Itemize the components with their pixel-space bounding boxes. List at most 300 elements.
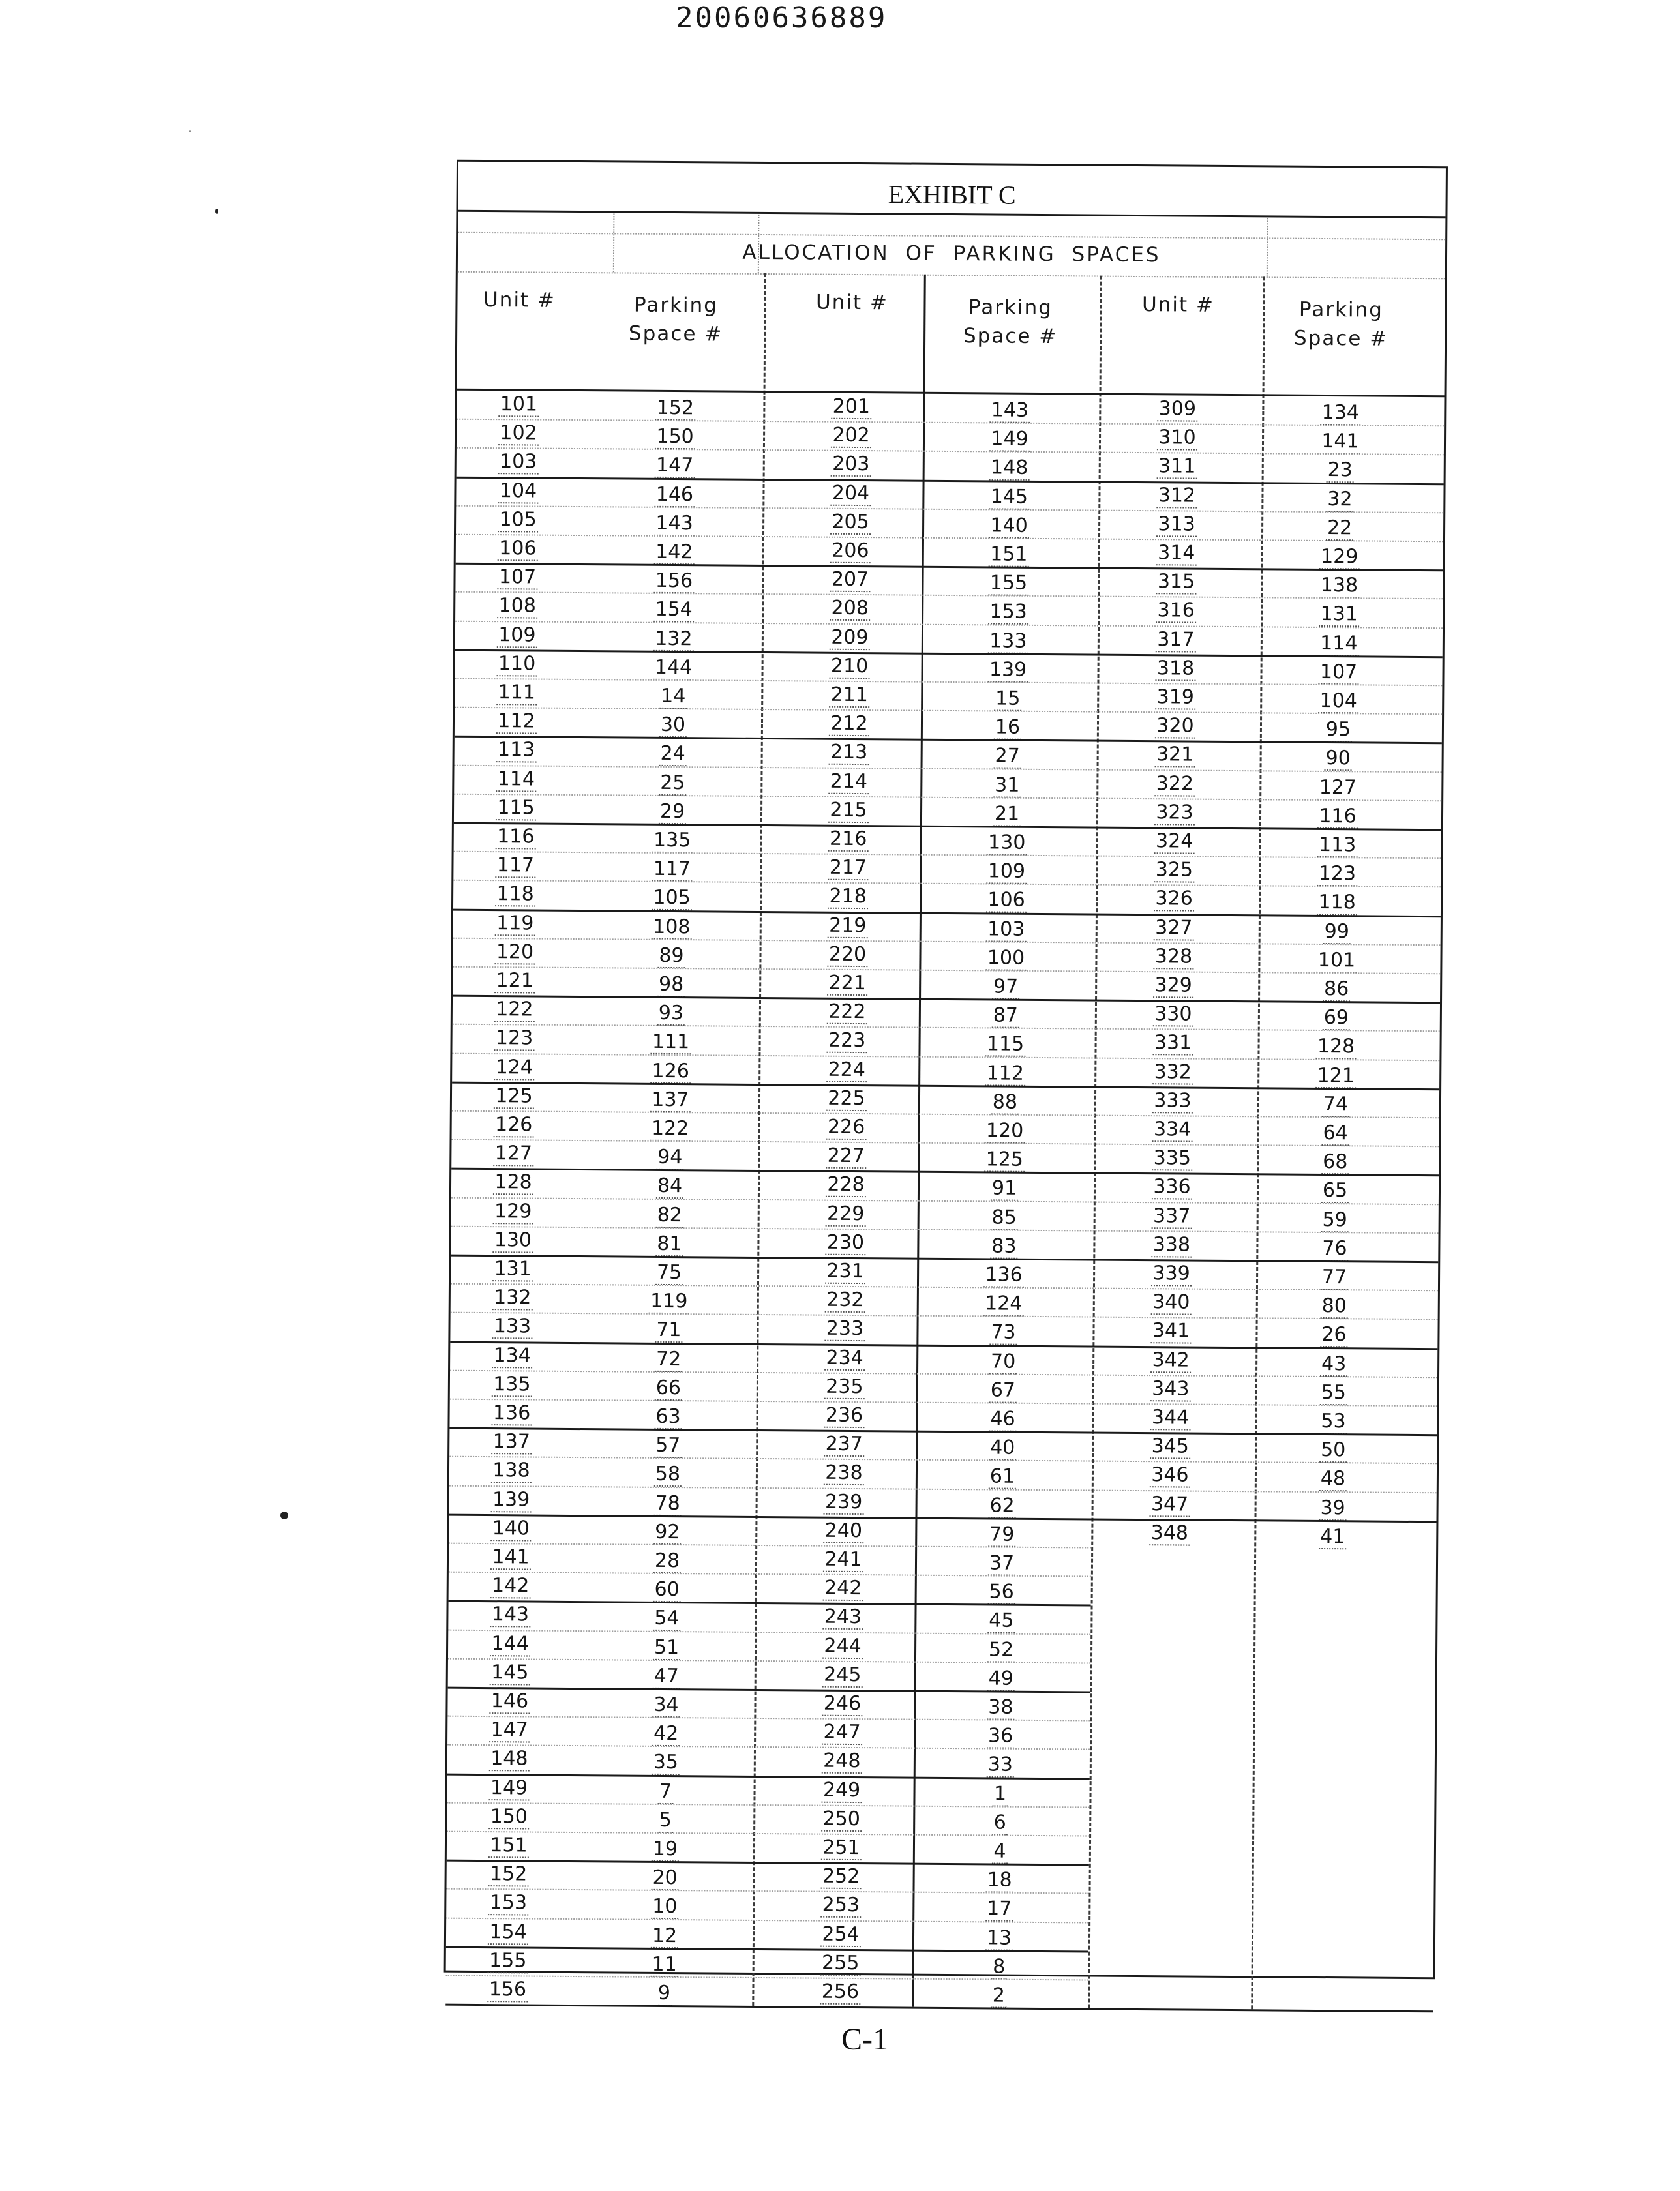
parking-space-cell <box>937 540 1081 570</box>
unit-cell <box>444 793 588 823</box>
page-number: C-1 <box>841 2022 888 2057</box>
cell-value: 237 <box>824 1433 865 1457</box>
cell-value: 226 <box>826 1116 867 1140</box>
cell-value: 125 <box>985 1148 1025 1172</box>
parking-space-cell <box>933 1116 1076 1146</box>
parking-space-cell <box>1268 427 1412 457</box>
unit-cell <box>768 1977 912 2007</box>
column-header <box>938 293 1083 351</box>
cell-value: 231 <box>825 1260 865 1284</box>
cell-value: 245 <box>822 1663 863 1687</box>
parking-space-cell <box>603 393 747 423</box>
cell-value: 150 <box>489 1805 530 1829</box>
column-header-line1: Unit # <box>483 288 556 312</box>
unit-cell <box>445 649 588 679</box>
cell-value: 147 <box>489 1718 530 1742</box>
cell-value: 61 <box>989 1465 1016 1489</box>
cell-value: 94 <box>656 1146 683 1170</box>
parking-space-cell <box>929 1606 1073 1636</box>
cell-value: 6 <box>993 1811 1008 1835</box>
cell-value: 243 <box>823 1605 863 1630</box>
cell-value: 77 <box>1321 1266 1348 1290</box>
unit-cell <box>1099 1374 1242 1404</box>
cell-value: 7 <box>658 1780 673 1804</box>
cell-value: 223 <box>827 1029 867 1053</box>
cell-value: 140 <box>491 1517 532 1541</box>
cell-value: 248 <box>822 1750 862 1774</box>
cell-value: 127 <box>494 1142 534 1166</box>
parking-space-cell <box>600 854 743 884</box>
cell-value: 141 <box>490 1545 531 1570</box>
parking-space-cell <box>595 1662 738 1692</box>
unit-cell <box>440 1369 584 1399</box>
parking-space-cell <box>934 972 1077 1002</box>
parking-space-cell <box>593 1806 737 1836</box>
parking-space-cell <box>601 653 745 683</box>
unit-cell <box>770 1776 913 1806</box>
parking-space-cell <box>935 799 1079 829</box>
cell-value: 24 <box>659 742 686 766</box>
unit-cell <box>1104 567 1248 597</box>
cell-value: 316 <box>1156 599 1196 623</box>
unit-cell <box>437 1831 580 1861</box>
parking-space-cell <box>933 1174 1076 1204</box>
cell-value: 21 <box>993 802 1021 826</box>
cell-value: 76 <box>1321 1237 1348 1261</box>
unit-cell <box>445 620 589 650</box>
unit-cell <box>772 1516 915 1546</box>
unit-cell <box>771 1632 914 1662</box>
cell-value: 99 <box>1323 920 1351 944</box>
cell-value: 79 <box>988 1523 1015 1547</box>
unit-cell <box>438 1600 582 1630</box>
parking-space-cell <box>595 1575 739 1605</box>
unit-cell <box>1100 1288 1243 1318</box>
cell-value: 253 <box>821 1894 862 1918</box>
cell-value: 323 <box>1154 801 1195 825</box>
cell-value: 33 <box>987 1753 1014 1778</box>
parking-space-cell <box>937 511 1081 541</box>
parking-space-cell <box>596 1431 740 1461</box>
cell-value: 148 <box>489 1747 530 1771</box>
cell-value: 347 <box>1150 1493 1190 1517</box>
unit-cell <box>779 450 923 480</box>
cell-value: 217 <box>828 856 869 880</box>
cell-value: 137 <box>492 1430 532 1454</box>
cell-value: 120 <box>985 1119 1025 1143</box>
unit-cell <box>436 1888 580 1918</box>
parking-space-cell <box>1263 1262 1406 1292</box>
parking-space-cell <box>1265 888 1409 918</box>
cell-value: 35 <box>652 1751 680 1775</box>
unit-cell <box>445 736 588 766</box>
cell-value: 43 <box>1320 1352 1347 1377</box>
scan-speck <box>189 130 191 132</box>
exhibit-title: EXHIBIT C <box>888 179 1016 210</box>
unit-cell <box>439 1513 582 1543</box>
parking-space-cell <box>1261 1436 1405 1466</box>
cell-value: 131 <box>492 1257 533 1281</box>
cell-value: 112 <box>496 709 537 734</box>
parking-space-cell <box>1263 1148 1407 1178</box>
cell-value: 13 <box>985 1926 1013 1950</box>
unit-cell <box>779 421 923 451</box>
parking-space-cell <box>595 1517 739 1547</box>
parking-space-cell <box>1262 1320 1405 1350</box>
unit-cell <box>1105 395 1249 425</box>
parking-space-cell <box>593 1834 737 1864</box>
cell-value: 325 <box>1154 858 1195 882</box>
cell-value: 34 <box>652 1693 680 1718</box>
unit-cell <box>769 1862 912 1892</box>
cell-value: 50 <box>1319 1438 1347 1463</box>
cell-value: 2 <box>991 1984 1006 2008</box>
scan-speck <box>215 209 218 214</box>
cell-value: 134 <box>1321 401 1361 425</box>
cell-value: 66 <box>655 1377 682 1401</box>
unit-cell <box>438 1687 581 1717</box>
cell-value: 81 <box>655 1232 683 1257</box>
parking-space-cell <box>935 770 1079 800</box>
cell-value: 233 <box>825 1317 865 1341</box>
parking-space-cell <box>593 1892 736 1922</box>
unit-cell <box>778 623 922 653</box>
cell-value: 120 <box>495 940 535 964</box>
unit-cell <box>443 880 587 910</box>
cell-value: 56 <box>987 1581 1015 1605</box>
column-header <box>780 288 923 318</box>
cell-value: 138 <box>491 1459 532 1483</box>
parking-space-cell <box>1266 801 1409 831</box>
cell-value: 313 <box>1156 513 1197 537</box>
cell-value: 48 <box>1319 1467 1347 1491</box>
parking-space-cell <box>930 1520 1073 1550</box>
cell-value: 148 <box>989 456 1030 481</box>
cell-value: 106 <box>986 889 1027 913</box>
cell-value: 121 <box>1315 1064 1356 1088</box>
unit-cell <box>773 1372 916 1402</box>
cell-value: 225 <box>826 1086 867 1110</box>
cell-value: 249 <box>822 1778 862 1802</box>
parking-space-cell <box>1261 1522 1404 1552</box>
parking-space-cell <box>595 1633 738 1663</box>
cell-value: 149 <box>489 1776 530 1800</box>
cell-value: 103 <box>498 451 539 475</box>
cell-value: 244 <box>822 1634 863 1658</box>
cell-value: 201 <box>832 395 872 419</box>
parking-space-cell <box>933 1202 1076 1232</box>
cell-value: 211 <box>830 683 870 708</box>
cell-value: 311 <box>1157 455 1197 479</box>
parking-space-cell <box>1263 1292 1406 1322</box>
parking-space-cell <box>928 1808 1072 1838</box>
cell-value: 49 <box>987 1667 1015 1691</box>
unit-cell <box>447 419 590 449</box>
parking-space-cell <box>598 1142 742 1172</box>
unit-cell <box>436 1946 580 1976</box>
cell-value: 118 <box>495 883 535 907</box>
cell-value: 45 <box>987 1609 1015 1633</box>
parking-space-cell <box>596 1402 740 1432</box>
cell-value: 70 <box>989 1350 1017 1374</box>
parking-space-cell <box>1262 1349 1405 1379</box>
document-number: 20060636889 <box>676 1 888 35</box>
unit-cell <box>1100 1201 1244 1231</box>
cell-value: 246 <box>822 1692 863 1716</box>
cell-value: 38 <box>987 1695 1014 1720</box>
cell-value: 107 <box>498 565 538 589</box>
cell-value: 27 <box>993 745 1021 769</box>
parking-space-cell <box>927 1894 1071 1924</box>
parking-space-cell <box>930 1491 1073 1521</box>
cell-value: 322 <box>1155 772 1195 796</box>
unit-cell <box>441 1225 584 1255</box>
cell-value: 203 <box>831 453 871 477</box>
parking-space-cell <box>603 537 746 567</box>
parking-space-cell <box>601 681 745 711</box>
cell-value: 20 <box>651 1866 678 1890</box>
parking-space-cell <box>597 1373 740 1403</box>
cell-value: 136 <box>983 1263 1024 1287</box>
parking-space-cell <box>1263 1234 1406 1264</box>
cell-value: 131 <box>1319 603 1359 627</box>
cell-value: 133 <box>988 629 1028 653</box>
cell-value: 122 <box>650 1117 691 1141</box>
unit-cell <box>437 1860 580 1890</box>
parking-space-cell <box>935 857 1078 887</box>
cell-value: 67 <box>989 1379 1017 1403</box>
cell-value: 143 <box>490 1603 531 1628</box>
unit-cell <box>1103 711 1247 741</box>
cell-value: 150 <box>655 425 695 449</box>
cell-value: 15 <box>994 687 1021 711</box>
cell-value: 250 <box>821 1807 862 1831</box>
cell-value: 126 <box>494 1113 534 1137</box>
column-header <box>604 290 748 349</box>
unit-cell <box>775 940 919 970</box>
unit-cell <box>446 534 590 564</box>
cell-value: 155 <box>488 1949 528 1973</box>
cell-value: 142 <box>490 1574 531 1598</box>
cell-value: 12 <box>651 1924 678 1948</box>
parking-space-cell <box>1265 859 1409 889</box>
parking-space-cell <box>1261 1407 1405 1437</box>
unit-cell <box>772 1459 916 1489</box>
parking-space-cell <box>601 797 744 827</box>
column-header <box>1106 290 1250 320</box>
unit-cell <box>444 764 588 794</box>
cell-value: 104 <box>498 479 539 503</box>
unit-cell <box>440 1341 584 1371</box>
unit-cell <box>769 1920 912 1950</box>
parking-space-cell <box>592 1978 736 2008</box>
unit-cell <box>440 1485 583 1515</box>
cell-value: 235 <box>824 1375 865 1399</box>
parking-space-cell <box>1264 1061 1407 1091</box>
cell-value: 153 <box>988 601 1028 625</box>
cell-value: 74 <box>1322 1093 1349 1117</box>
cell-value: 328 <box>1154 945 1194 969</box>
cell-value: 155 <box>989 572 1029 596</box>
parking-space-cell <box>1263 1176 1407 1206</box>
cell-value: 91 <box>991 1177 1018 1201</box>
unit-cell <box>439 1572 582 1602</box>
parking-space-cell <box>937 569 1080 599</box>
cell-value: 332 <box>1153 1060 1193 1084</box>
cell-value: 68 <box>1321 1150 1349 1174</box>
cell-value: 137 <box>650 1088 691 1112</box>
unit-cell <box>445 591 589 621</box>
unit-cell <box>771 1660 914 1690</box>
cell-value: 115 <box>985 1033 1026 1057</box>
cell-value: 39 <box>1319 1497 1346 1521</box>
cell-value: 327 <box>1154 916 1194 940</box>
cell-value: 151 <box>989 543 1029 567</box>
parking-space-cell <box>603 480 746 510</box>
parking-space-cell <box>935 914 1078 944</box>
cell-value: 309 <box>1158 397 1198 421</box>
parking-space-cell <box>927 1923 1071 1953</box>
cell-value: 127 <box>1318 776 1358 800</box>
unit-cell <box>443 995 586 1025</box>
allocation-heading: ALLOCATION OF PARKING SPACES <box>742 240 1161 267</box>
cell-value: 60 <box>653 1578 680 1602</box>
cell-value: 128 <box>1316 1035 1357 1059</box>
cell-value: 73 <box>989 1321 1017 1345</box>
unit-cell <box>775 997 919 1027</box>
cell-value: 206 <box>830 539 871 563</box>
cell-value: 116 <box>496 825 536 849</box>
unit-cell <box>1104 596 1248 626</box>
unit-cell <box>772 1401 916 1431</box>
cell-value: 69 <box>1323 1006 1350 1030</box>
unit-cell <box>777 796 920 826</box>
cell-value: 65 <box>1321 1179 1349 1203</box>
unit-cell <box>777 738 921 768</box>
parking-space-cell <box>1267 715 1410 745</box>
cell-value: 28 <box>653 1549 681 1573</box>
unit-cell <box>447 390 590 420</box>
cell-value: 57 <box>654 1434 682 1458</box>
unit-cell <box>440 1456 583 1486</box>
unit-cell <box>1100 1259 1243 1289</box>
cell-value: 229 <box>826 1202 866 1226</box>
cell-value: 116 <box>1317 805 1358 829</box>
cell-value: 212 <box>829 712 869 736</box>
parking-space-cell <box>593 1863 736 1893</box>
parking-space-cell <box>933 1058 1077 1088</box>
parking-space-cell <box>594 1748 738 1778</box>
cell-value: 92 <box>653 1521 681 1545</box>
column-header-line1: Unit # <box>815 290 889 315</box>
unit-cell <box>441 1283 584 1313</box>
cell-value: 64 <box>1321 1122 1349 1146</box>
parking-space-cell <box>1265 917 1409 947</box>
cell-value: 17 <box>985 1898 1013 1922</box>
unit-cell <box>773 1343 916 1373</box>
parking-space-cell <box>597 1287 741 1317</box>
unit-cell <box>1102 856 1246 886</box>
cell-value: 109 <box>987 860 1027 884</box>
unit-cell <box>776 882 920 912</box>
cell-value: 11 <box>650 1953 678 1977</box>
cell-value: 346 <box>1150 1464 1190 1488</box>
cell-value: 111 <box>497 681 537 705</box>
cell-value: 32 <box>1326 488 1353 512</box>
parking-space-cell <box>594 1690 738 1720</box>
parking-space-cell <box>595 1604 738 1634</box>
unit-cell <box>775 1026 918 1056</box>
parking-space-cell <box>938 425 1081 455</box>
parking-space-cell <box>932 1232 1075 1262</box>
parking-space-cell <box>937 597 1080 627</box>
unit-cell <box>777 709 921 739</box>
unit-cell <box>777 680 921 710</box>
cell-value: 341 <box>1151 1320 1192 1344</box>
unit-cell <box>438 1744 581 1774</box>
parking-space-cell <box>603 509 746 539</box>
cell-value: 219 <box>828 914 868 938</box>
cell-value: 310 <box>1157 426 1197 450</box>
unit-cell <box>1101 1115 1244 1145</box>
column-header-line2: Space # <box>1293 326 1388 351</box>
parking-space-cell <box>928 1779 1072 1809</box>
unit-cell <box>1102 1000 1245 1030</box>
cell-value: 138 <box>1319 574 1360 598</box>
unit-cell <box>1100 1144 1244 1174</box>
cell-value: 227 <box>826 1144 867 1169</box>
cell-value: 144 <box>490 1632 530 1656</box>
cell-value: 236 <box>824 1404 865 1428</box>
cell-value: 145 <box>989 485 1030 509</box>
unit-cell <box>1102 884 1246 914</box>
parking-space-cell <box>933 1088 1077 1118</box>
cell-value: 230 <box>826 1230 866 1255</box>
cell-value: 145 <box>490 1661 530 1685</box>
cell-value: 51 <box>653 1635 680 1660</box>
parking-space-cell <box>930 1549 1073 1579</box>
parking-space-cell <box>597 1229 741 1259</box>
cell-value: 80 <box>1321 1294 1348 1319</box>
unit-cell <box>770 1718 914 1748</box>
unit-cell <box>443 966 586 996</box>
column-header-line1: Unit # <box>1141 293 1215 317</box>
parking-space-cell <box>597 1316 740 1346</box>
cell-value: 41 <box>1319 1525 1346 1549</box>
cell-value: 36 <box>987 1725 1014 1749</box>
cell-value: 139 <box>988 658 1028 682</box>
cell-value: 141 <box>1320 430 1360 454</box>
cell-value: 154 <box>653 598 694 622</box>
parking-space-cell <box>1261 1493 1404 1523</box>
unit-cell <box>1105 539 1248 569</box>
unit-cell <box>442 1168 585 1198</box>
parking-space-cell <box>1268 456 1412 486</box>
cell-value: 320 <box>1155 714 1195 738</box>
cell-value: 151 <box>488 1834 529 1858</box>
parking-space-cell <box>931 1433 1074 1463</box>
parking-space-cell <box>596 1460 740 1490</box>
unit-cell <box>773 1315 916 1345</box>
cell-value: 208 <box>830 597 870 621</box>
parking-space-cell <box>599 998 743 1028</box>
column-header-line2: Space # <box>963 324 1058 349</box>
cell-value: 98 <box>657 973 685 997</box>
cell-value: 144 <box>653 656 694 680</box>
unit-cell <box>775 1084 918 1114</box>
cell-value: 42 <box>652 1722 680 1746</box>
cell-value: 117 <box>652 857 693 882</box>
